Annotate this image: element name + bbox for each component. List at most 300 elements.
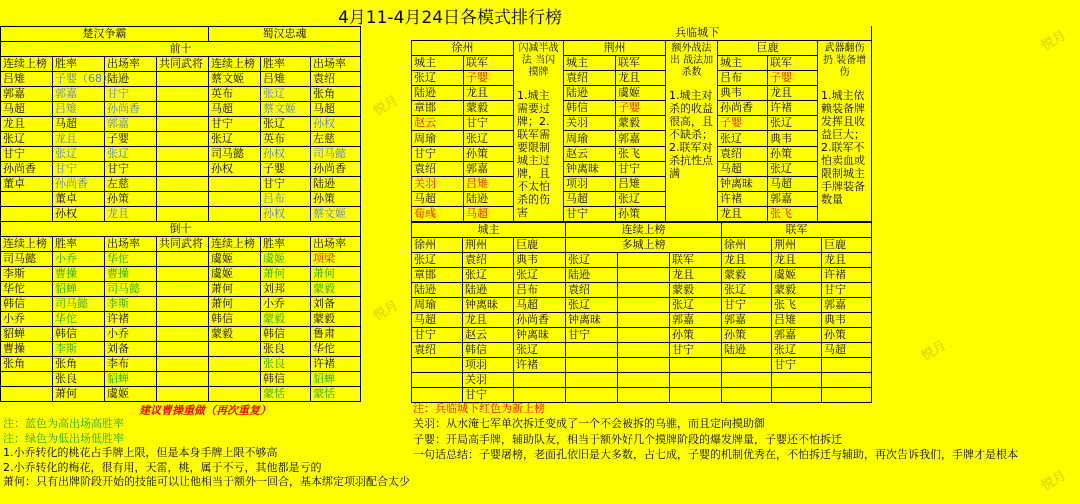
hero-cell: 郭嘉 [105,117,157,132]
hero-cell [618,358,670,373]
hero-cell: 张飞 [768,206,818,221]
strategy-note-3 [818,41,872,222]
table-row [412,328,872,343]
hero-cell [209,192,261,207]
hero-cell [209,177,261,192]
city-xuzhou: 徐州 [412,41,514,56]
left-note: 注：绿色为低出场低胜率 [3,431,124,445]
hero-cell: 韩信 [564,101,616,116]
hero-cell: 虞姬 [209,267,261,282]
left-note: 萧何：只有出牌阶段开始的技能可以让他相当于额外一回合，基本绑定项羽配合太少 [3,475,410,488]
sub-header: 联军 [768,56,818,71]
hero-cell: 孙尚香 [514,313,566,328]
hero-cell: 孙尚香 [1,162,53,177]
right-ranking-table [411,26,872,222]
hero-cell: 马超 [514,298,566,313]
left-note: 注：蓝色为高出场高胜率 [3,417,124,430]
table-row [1,252,361,267]
table-row [1,312,361,327]
table-row [412,298,872,313]
summary-header-row [412,223,872,238]
hero-cell: 韩信 [1,297,53,312]
sub-header: 联军 [464,56,514,71]
table-row [1,162,361,177]
hero-cell [514,388,566,403]
hero-cell: 孙尚香 [105,102,157,117]
hero-cell: 萧何 [53,387,105,402]
hero-cell: 钟离昧 [566,313,618,328]
hero-cell: 郭嘉 [464,161,514,176]
red-legend-note: 注：兵临城下红色为新上榜 [413,402,545,415]
hero-cell: 张辽 [670,298,722,313]
right-summary-table [411,222,872,403]
table-row [1,372,361,387]
table-row [1,132,361,147]
hero-cell: 曹操 [105,267,157,282]
hero-cell: 关羽 [463,373,514,388]
hero-cell: 马超 [1,102,53,117]
hero-cell: 郭嘉 [768,191,818,206]
note-head: 闪减半战法 当闪摸牌 [518,43,559,78]
hero-cell [1,207,53,222]
sub-header: 城主 [718,56,768,71]
column-header: 巨鹿 [822,238,872,253]
hero-cell: 陆逊 [311,177,361,192]
hero-cell: 张辽 [768,116,818,131]
hero-cell [566,343,618,358]
hero-cell: 李斯 [105,297,157,312]
hero-cell: 陆逊 [464,191,514,206]
hero-cell [157,282,209,297]
hero-cell: 司马懿 [105,282,157,297]
hero-cell: 孙权 [261,147,311,162]
hero-cell: 华佗 [1,282,53,297]
hero-cell [209,342,261,357]
hero-cell: 蒙毅 [311,312,361,327]
column-header: 出场率 [105,57,157,72]
city-header-row [412,41,872,56]
table-row [1,342,361,357]
hero-cell [157,387,209,402]
hero-cell: 甘宁 [822,283,872,298]
hero-cell: 张辽 [261,117,311,132]
column-header: 荆州 [463,238,514,253]
left-note: 2.小乔转化的梅花，很有用，天雷，桃，属于不亏，其他都是亏的 [3,460,322,474]
hero-cell [1,192,53,207]
table-row [412,101,872,116]
hero-cell: 孙策 [722,328,772,343]
hero-cell [209,207,261,222]
hero-cell: 马超 [718,161,768,176]
hero-cell: 许褚 [311,357,361,372]
hero-cell: 华佗 [105,252,157,267]
hero-cell [412,358,463,373]
hero-cell: 许褚 [718,191,768,206]
hero-cell: 龙且 [822,253,872,268]
hero-cell: 章邯 [412,268,463,283]
hero-cell [412,388,463,403]
hero-cell [722,358,772,373]
table-row [412,116,872,131]
hero-cell: 张角 [53,357,105,372]
hero-cell: 陆逊 [105,72,157,87]
hero-cell: 周瑜 [564,131,616,146]
hero-cell [157,252,209,267]
hero-cell: 小乔 [53,252,105,267]
hero-cell: 联军 [670,253,722,268]
hero-cell [618,283,670,298]
table-row [1,192,361,207]
hero-cell [157,72,209,87]
hero-cell: 张辽 [412,71,464,86]
column-header: 连续上榜 [209,237,261,252]
hero-cell: 吕雉 [464,176,514,191]
hero-cell: 甘宁 [412,328,463,343]
hero-cell: 吕雉 [261,72,311,87]
hero-cell: 龙且 [464,86,514,101]
hero-cell: 刘备 [105,342,157,357]
hero-cell: 萧何 [209,297,261,312]
hero-cell: 张辽 [722,283,772,298]
table-row [412,253,872,268]
hero-cell: 张良 [53,372,105,387]
table-row [412,283,872,298]
hero-cell: 孙策 [311,192,361,207]
hero-cell: 龙且 [463,313,514,328]
hero-cell: 孙策 [822,328,872,343]
watermark: 悦月 [1038,468,1070,495]
hero-cell: 司马懿 [311,147,361,162]
hero-cell: 孙策 [105,192,157,207]
hero-cell: 袁绍 [566,283,618,298]
hero-cell: 孙权 [53,207,105,222]
hero-cell [157,147,209,162]
hero-cell: 马超 [822,343,872,358]
hero-cell: 典韦 [822,313,872,328]
column-header: 共同武将 [157,237,209,252]
column-header: 共同武将 [157,57,209,72]
hero-cell: 萧何 [261,267,311,282]
hero-cell: 陆逊 [566,268,618,283]
hero-cell: 张辽 [566,298,618,313]
note-head: 武器翻伤扔 装备增伤 [822,43,867,78]
hero-cell: 司马懿 [1,252,53,267]
hero-cell: 蒙毅 [209,327,261,342]
hero-cell: 项梁 [311,252,361,267]
hero-cell [157,372,209,387]
hero-cell: 周瑜 [412,131,464,146]
hero-cell: 甘宁 [209,117,261,132]
hero-cell [157,267,209,282]
column-header: 胜率 [261,237,311,252]
hero-cell: 子婴 [105,132,157,147]
hero-cell: 钟离昧 [718,176,768,191]
hero-cell: 孙策 [670,328,722,343]
hero-cell: 貂蝉 [105,372,157,387]
hero-cell [822,358,872,373]
hero-cell: 孙权 [209,162,261,177]
hero-cell [772,388,822,403]
hero-cell: 蒙毅 [670,283,722,298]
hero-cell: 蒙毅 [616,116,666,131]
watermark: 悦月 [918,338,950,365]
hero-cell: 关羽 [564,116,616,131]
hero-cell: 马超 [311,102,361,117]
hero-cell: 张辽 [514,268,566,283]
sub-header: 联军 [616,56,666,71]
hero-cell [157,177,209,192]
hero-cell: 董卓 [1,177,53,192]
hero-cell: 华佗 [53,312,105,327]
hero-cell: 袁绍 [718,146,768,161]
mode-shuhan: 蜀汉忠魂 [209,27,361,42]
hero-cell [157,207,209,222]
hero-cell [157,342,209,357]
hero-cell: 龙且 [768,86,818,101]
hero-cell: 郭嘉 [1,87,53,102]
hero-cell: 钟离昧 [564,161,616,176]
hero-cell: 韩信 [261,372,311,387]
hero-cell: 子婴 [464,71,514,86]
hero-cell: 小乔 [261,297,311,312]
sub-header: 城主 [564,56,616,71]
hero-cell [822,388,872,403]
hero-cell: 小乔 [1,312,53,327]
hero-cell [566,358,618,373]
table-row [1,297,361,312]
hero-cell: 蔡文姬 [311,207,361,222]
hero-cell [618,328,670,343]
sub-header: 城主 [412,56,464,71]
note-head: 额外战法出 战法加杀数 [669,43,714,78]
hero-cell: 左慈 [311,132,361,147]
hero-cell: 龙且 [772,253,822,268]
bing-lin-heading: 兵临城下 [412,26,872,41]
hero-cell: 张辽 [768,161,818,176]
section-lianjun: 联军 [722,223,872,238]
hero-cell: 蒙恬 [261,387,311,402]
hero-cell: 马超 [412,313,463,328]
strategy-note-1 [514,41,564,222]
hero-cell: 蒙毅 [722,268,772,283]
hero-cell [722,373,772,388]
hero-cell: 吕雉 [53,102,105,117]
table-row [1,357,361,372]
hero-cell: 孙尚香 [718,101,768,116]
hero-cell: 张飞 [772,298,822,313]
hero-cell [618,343,670,358]
hero-cell: 甘宁 [105,162,157,177]
table-row [1,267,361,282]
right-note: 关羽：从水淹七军单次拆迁变成了一个不会被拆的乌骓，而且定向摸助御 [413,417,765,430]
hero-cell: 蔡文姬 [209,72,261,87]
hero-cell: 龙且 [53,132,105,147]
hero-cell: 袁绍 [412,343,463,358]
table-row [1,102,361,117]
hero-cell: 虞姬 [772,268,822,283]
multi-city-heading: 多城上榜 [566,238,722,253]
hero-cell: 孙尚香 [311,162,361,177]
table-row [1,117,361,132]
hero-cell: 赵云 [412,116,464,131]
hero-cell: 甘宁 [412,146,464,161]
column-header: 胜率 [261,57,311,72]
table-row [1,282,361,297]
hero-cell: 张角 [311,87,361,102]
hero-cell [1,372,53,387]
hero-cell: 袁绍 [463,253,514,268]
hero-cell [157,132,209,147]
hero-cell [412,373,463,388]
hero-cell: 刘邦 [261,282,311,297]
table-row [1,147,361,162]
hero-cell: 吕布 [514,283,566,298]
hero-cell [1,387,53,402]
hero-cell: 吕布 [261,192,311,207]
hero-cell: 张辽 [464,131,514,146]
hero-cell [618,313,670,328]
hero-cell: 龙且 [722,253,772,268]
hero-cell [618,373,670,388]
column-header: 连续上榜 [1,237,53,252]
hero-cell: 吕雉 [616,176,666,191]
table-row [412,176,872,191]
hero-cell [209,357,261,372]
hero-cell: 张飞 [616,146,666,161]
hero-cell: 萧何 [209,282,261,297]
hero-cell: 虞姬 [261,252,311,267]
hero-cell: 陆逊 [722,343,772,358]
table-row [1,327,361,342]
hero-cell: 典韦 [514,253,566,268]
hero-cell: 马超 [412,191,464,206]
table-row [412,71,872,86]
hero-cell [209,372,261,387]
section-chengzhu: 城主 [412,223,566,238]
table-row [412,313,872,328]
hero-cell: 张辽 [412,253,463,268]
hero-cell: 许褚 [105,312,157,327]
hero-cell: 小乔 [105,327,157,342]
hero-cell: 韩信 [209,312,261,327]
strategy-note-2 [666,41,718,222]
hero-cell: 典韦 [718,86,768,101]
hero-cell [566,388,618,403]
watermark: 悦月 [370,93,402,120]
hero-cell: 韩信 [53,327,105,342]
hero-cell: 蒙毅 [772,283,822,298]
hero-cell: 赵云 [463,328,514,343]
hero-cell: 郭嘉 [670,313,722,328]
hero-cell: 司马懿 [53,297,105,312]
hero-cell [618,268,670,283]
hero-cell: 蒙恬 [311,387,361,402]
hero-cell: 甘宁 [670,343,722,358]
table-row [1,72,361,87]
hero-cell: 蔡文姬 [261,102,311,117]
hero-cell: 龙且 [1,117,53,132]
hero-cell: 甘宁 [53,162,105,177]
hero-cell: 李斯 [53,342,105,357]
hero-cell: 李布 [105,357,157,372]
hero-cell: 关羽 [412,176,464,191]
sub-header-row [412,56,872,71]
hero-cell: 蒙毅 [261,312,311,327]
table-row [1,207,361,222]
hero-cell: 孙策 [464,146,514,161]
table-row [412,161,872,176]
hero-cell: 子婴（68） [53,72,105,87]
hero-cell: 李斯 [1,267,53,282]
hero-cell: 鲁肃 [311,327,361,342]
hero-cell: 萧何 [311,267,361,282]
table-row [412,388,872,403]
right-note: 一句话总结：子婴屠榜，老面孔依旧是大多数，占七成，子婴的机制优秀在，不怕拆迁与辅助，再次告诉我们，手牌才是根本 [413,448,1018,461]
hero-cell [157,327,209,342]
hero-cell: 马超 [53,117,105,132]
top-ten-heading: 前十 [1,42,361,57]
hero-cell: 子婴 [261,162,311,177]
hero-cell: 貂蝉 [53,282,105,297]
hero-cell [670,388,722,403]
hero-cell: 张辽 [616,191,666,206]
column-header: 徐州 [412,238,463,253]
hero-cell [157,162,209,177]
hero-cell: 许褚 [768,101,818,116]
hero-cell: 甘宁 [566,328,618,343]
hero-cell: 貂蝉 [311,372,361,387]
hero-cell: 甘宁 [564,206,616,221]
hero-cell: 张辽 [1,132,53,147]
column-header: 出场率 [105,237,157,252]
hero-cell: 张辽 [209,132,261,147]
hero-cell: 袁绍 [412,161,464,176]
table-row [1,387,361,402]
hero-cell: 马超 [564,191,616,206]
hero-cell: 马超 [209,102,261,117]
hero-cell: 甘宁 [463,388,514,403]
hero-cell [618,388,670,403]
hero-cell: 左慈 [105,177,157,192]
hero-cell: 郭嘉 [53,87,105,102]
table-row [412,268,872,283]
hero-cell: 张良 [261,342,311,357]
hero-cell: 刘备 [311,297,361,312]
hero-cell: 郭嘉 [616,131,666,146]
column-header: 胜率 [53,237,105,252]
note-body: 1.城主依赖装备牌发挥且收益巨大；2.联军不怕卖血或限制城主手牌装备数量 [821,89,865,206]
hero-cell: 司马懿 [209,147,261,162]
hero-cell: 曹操 [53,267,105,282]
hero-cell [618,253,670,268]
table-row [412,86,872,101]
column-header: 胜率 [53,57,105,72]
hero-cell: 张辽 [772,343,822,358]
hero-cell: 韩信 [463,343,514,358]
city-jingzhou: 荆州 [564,41,666,56]
city-julu: 巨鹿 [718,41,818,56]
hero-cell: 张辽 [463,268,514,283]
note-body: 1.城主需要过牌；2.联军需要限制城主过牌，且不太怕杀的伤害 [517,89,550,219]
hero-cell: 许褚 [514,358,566,373]
hero-cell [157,312,209,327]
table-row [412,146,872,161]
note-body: 1.城主对杀的收益很高，且不缺杀；2.联军对杀抗性点满 [669,89,713,180]
column-header: 出场率 [311,237,361,252]
hero-cell: 英布 [261,132,311,147]
hero-cell: 张辽 [53,147,105,162]
hero-cell: 吕雉 [1,72,53,87]
